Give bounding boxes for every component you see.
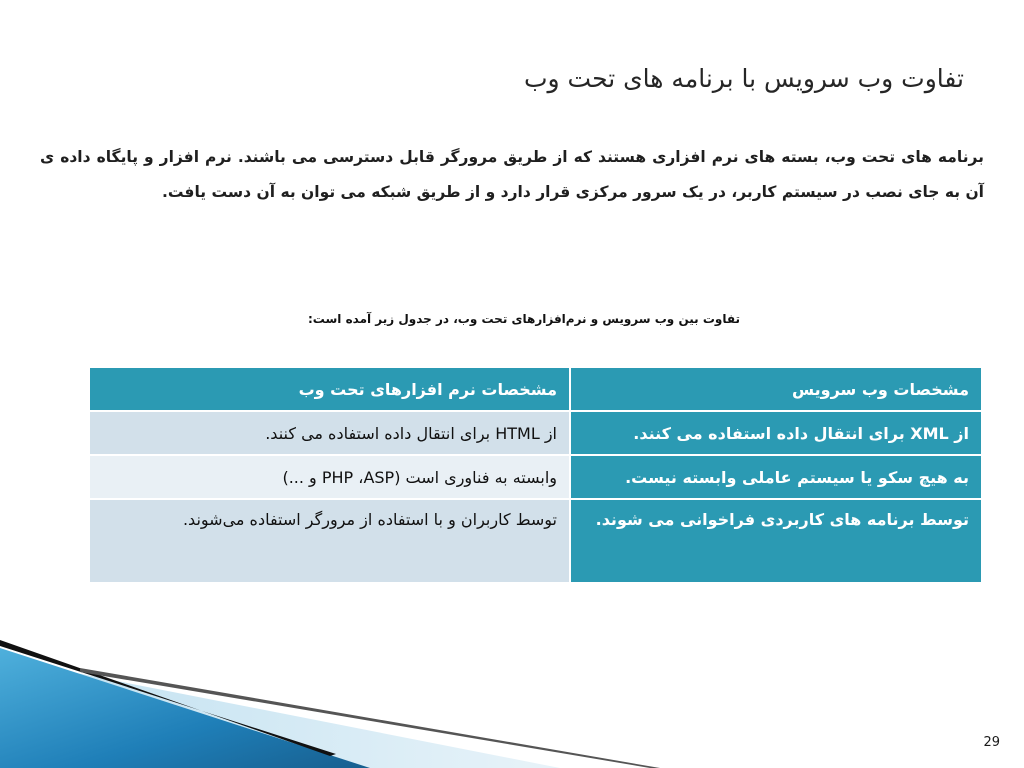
header-web-app: مشخصات نرم افزارهای تحت وب bbox=[89, 367, 570, 411]
cell-web-app: توسط کاربران و با استفاده از مرورگر استفاده می‌شوند. bbox=[89, 499, 570, 583]
header-web-service: مشخصات وب سرویس bbox=[570, 367, 982, 411]
cell-web-app: وابسته به فناوری است (PHP ،ASP و ...) bbox=[89, 455, 570, 499]
cell-web-app: از HTML برای انتقال داده استفاده می کنند. bbox=[89, 411, 570, 455]
cell-web-service: به هیچ سکو یا سیستم عاملی وابسته نیست. bbox=[570, 455, 982, 499]
table-header-row bbox=[89, 367, 982, 411]
table-caption: تفاوت بین وب سرویس و نرم‌افزارهای تحت وب، در جدول زیر آمده است: bbox=[307, 312, 740, 326]
table-row bbox=[89, 411, 982, 455]
cell-web-service: توسط برنامه های کاربردی فراخوانی می شوند. bbox=[570, 499, 982, 583]
table-row bbox=[89, 499, 982, 583]
table-row bbox=[89, 455, 982, 499]
decorative-swoosh bbox=[0, 638, 1024, 768]
intro-paragraph: برنامه های تحت وب، بسته های نرم افزاری هستند که از طریق مرورگر قابل دسترسی می باشند. نرم افزار و پایگاه داده ی آن به جای نصب در سیستم کاربر، در یک سرور مرکزی قرار دارد و از طریق شبکه می توان به آن دست یافت. bbox=[40, 148, 984, 201]
page-number: 29 bbox=[983, 735, 1000, 750]
comparison-table bbox=[88, 366, 983, 584]
cell-web-service: از XML برای انتقال داده استفاده می کنند. bbox=[570, 411, 982, 455]
slide-title: تفاوت وب سرویس با برنامه های تحت وب bbox=[523, 64, 964, 93]
